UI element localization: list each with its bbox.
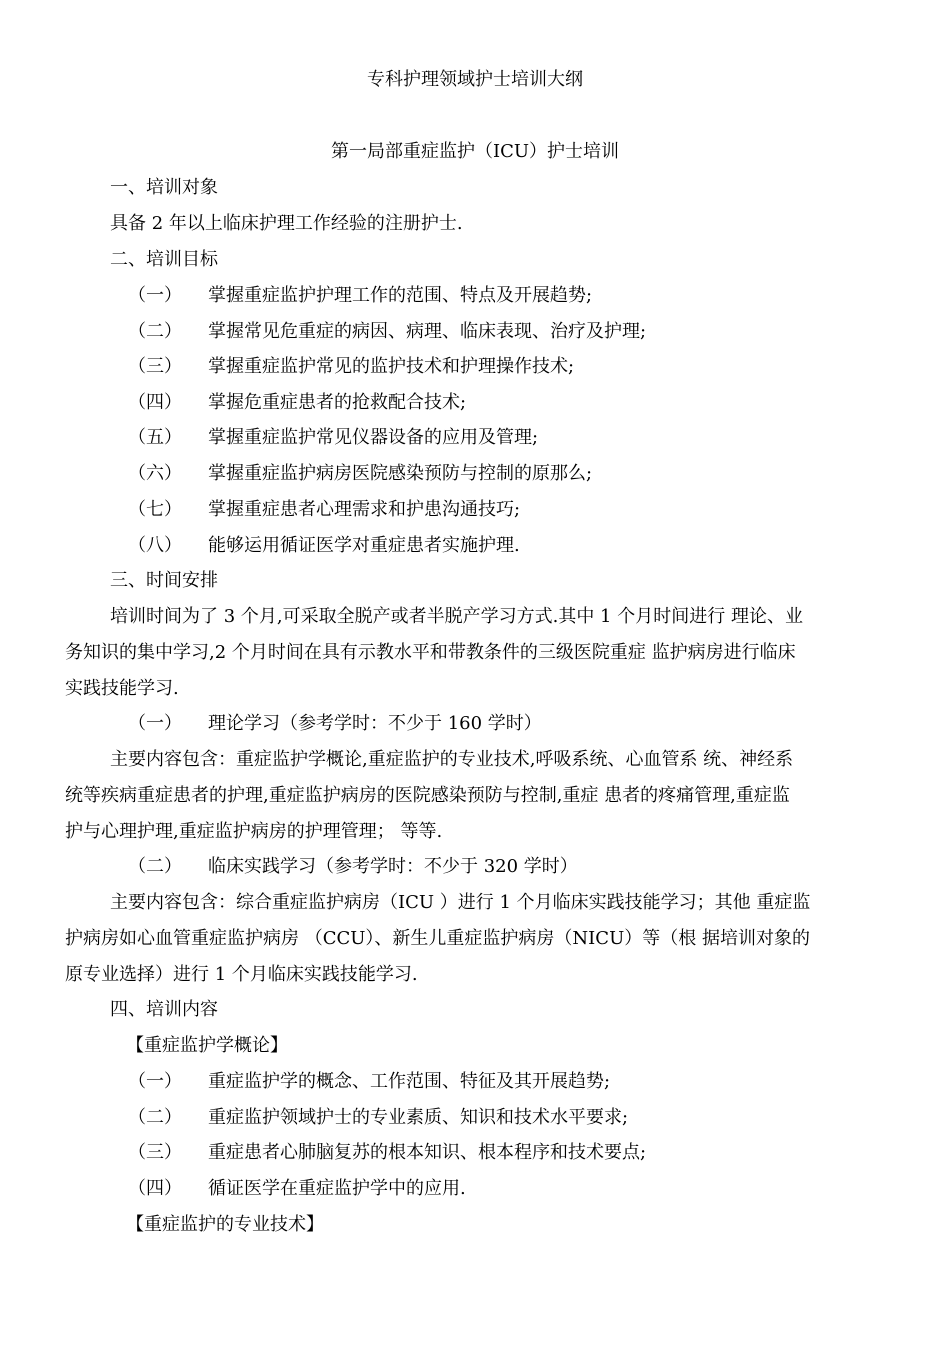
paragraph-line: 主要内容包含：重症监护学概论,重症监护的专业技术,呼吸系统、心血管系 统、神经系 — [110, 749, 794, 770]
goal-item — [128, 320, 646, 344]
goal-text: 掌握重症监护常见仪器设备的应用及管理; — [208, 427, 539, 448]
subsection-theory — [128, 712, 542, 736]
goal-item — [128, 498, 520, 522]
subsection-number: （一） — [128, 713, 182, 734]
subsection-number: （二） — [128, 856, 182, 877]
goal-text: 掌握常见危重症的病因、病理、临床表现、治疗及护理; — [208, 321, 647, 342]
goal-item — [128, 391, 466, 415]
block-title: 【重症监护学概论】 — [126, 1035, 288, 1056]
goal-number: （一） — [128, 285, 182, 306]
subsection-text: 理论学习（参考学时：不少于 160 学时） — [208, 713, 542, 734]
goal-item — [128, 426, 538, 450]
goal-number: （三） — [128, 356, 182, 377]
heading-training-target: 一、培训对象 — [110, 177, 218, 198]
content-text: 重症监护学的概念、工作范围、特征及其开展趋势; — [208, 1071, 611, 1092]
paragraph-line: 主要内容包含：综合重症监护病房（ICU ）进行 1 个月临床实践技能学习；其他 重症监 — [110, 892, 811, 913]
subsection-text: 临床实践学习（参考学时：不少于 320 学时） — [208, 856, 578, 877]
goal-text: 掌握重症监护病房医院感染预防与控制的原那么; — [208, 463, 593, 484]
heading-time-schedule: 三、时间安排 — [110, 570, 218, 591]
goal-number: （四） — [128, 392, 182, 413]
goal-number: （五） — [128, 427, 182, 448]
content-number: （四） — [128, 1178, 182, 1199]
goal-item — [128, 534, 520, 558]
subsection-practice — [128, 855, 578, 879]
paragraph-line: 培训时间为了 3 个月,可采取全脱产或者半脱产学习方式.其中 1 个月时间进行 理论、业 — [110, 606, 803, 627]
goal-text: 掌握重症患者心理需求和护患沟通技巧; — [208, 499, 521, 520]
heading-training-content: 四、培训内容 — [110, 999, 218, 1020]
goal-text: 能够运用循证医学对重症患者实施护理. — [208, 535, 520, 556]
goal-number: （二） — [128, 321, 182, 342]
content-number: （一） — [128, 1071, 182, 1092]
goal-number: （八） — [128, 535, 182, 556]
heading-training-goals: 二、培训目标 — [110, 249, 218, 270]
content-text: 循证医学在重症监护学中的应用. — [208, 1178, 466, 1199]
paragraph-line: 统等疾病重症患者的护理,重症监护病房的医院感染预防与控制,重症 患者的疼痛管理,重症监 — [65, 785, 790, 806]
goal-item — [128, 284, 592, 308]
content-number: （二） — [128, 1107, 182, 1128]
paragraph-line: 务知识的集中学习,2 个月时间在具有示教水平和带教条件的三级医院重症 监护病房进行临床 — [65, 642, 796, 663]
goal-item — [128, 462, 592, 486]
content-number: （三） — [128, 1142, 182, 1163]
content-item — [128, 1106, 628, 1130]
content-text: 重症患者心肺脑复苏的根本知识、根本程序和技术要点; — [208, 1142, 647, 1163]
content-item — [128, 1141, 646, 1165]
content-item — [128, 1177, 466, 1201]
content-text: 重症监护领域护士的专业素质、知识和技术水平要求; — [208, 1107, 629, 1128]
goal-item — [128, 355, 574, 379]
goal-text: 掌握危重症患者的抢救配合技术; — [208, 392, 467, 413]
goal-number: （六） — [128, 463, 182, 484]
paragraph-line: 实践技能学习. — [65, 678, 179, 699]
paragraph-line: 护与心理护理,重症监护病房的护理管理； 等等. — [65, 821, 443, 842]
block-title: 【重症监护的专业技术】 — [126, 1214, 324, 1235]
goal-number: （七） — [128, 499, 182, 520]
training-target-text: 具备 2 年以上临床护理工作经验的注册护士. — [110, 213, 463, 234]
section-title: 第一局部重症监护（ICU）护士培训 — [330, 141, 620, 162]
document-title: 专科护理领域护士培训大纲 — [367, 69, 583, 90]
content-item — [128, 1070, 610, 1094]
paragraph-line: 原专业选择）进行 1 个月临床实践技能学习. — [65, 964, 418, 985]
goal-text: 掌握重症监护护理工作的范围、特点及开展趋势; — [208, 285, 593, 306]
goal-text: 掌握重症监护常见的监护技术和护理操作技术; — [208, 356, 575, 377]
paragraph-line: 护病房如心血管重症监护病房 （CCU）、新生儿重症监护病房（NICU）等（根 据培训对象的 — [65, 928, 810, 949]
